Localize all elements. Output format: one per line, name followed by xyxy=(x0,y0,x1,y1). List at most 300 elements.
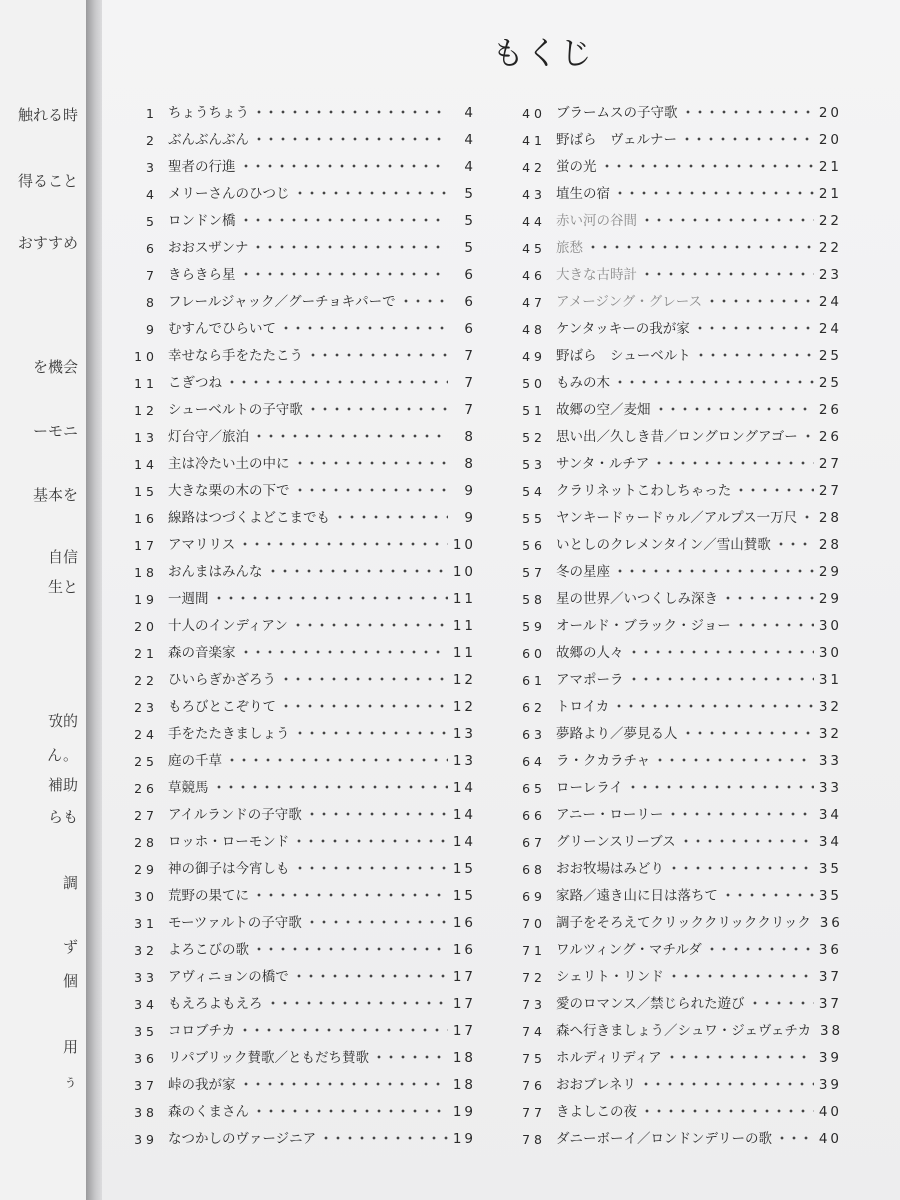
toc-entry xyxy=(130,1039,476,1066)
dot-leader xyxy=(641,268,814,280)
entry-number: 16 xyxy=(134,511,158,526)
entry-page-number: 30 xyxy=(818,645,842,661)
entry-title: 主は冷たい土の中に xyxy=(168,456,290,472)
dot-leader xyxy=(587,241,814,253)
toc-entry xyxy=(130,283,476,310)
toc-entry xyxy=(130,337,476,364)
dot-leader xyxy=(294,457,449,469)
entry-number: 61 xyxy=(522,673,546,688)
entry-page-number: 18 xyxy=(452,1050,476,1066)
entry-title: モーツァルトの子守歌 xyxy=(168,915,302,931)
toc-entry xyxy=(512,796,842,823)
dot-leader xyxy=(240,268,449,280)
toc-entry xyxy=(130,472,476,499)
entry-page-number: 35 xyxy=(818,888,842,904)
entry-title: 十人のインディアン xyxy=(168,618,288,634)
toc-entry xyxy=(130,877,476,904)
previous-page-edge xyxy=(0,0,87,1200)
entry-page-number: 17 xyxy=(452,996,476,1012)
dot-leader xyxy=(253,889,448,901)
entry-title: ヤンキードゥードゥル／アルプス一万尺 xyxy=(556,510,798,526)
entry-title: 手をたたきましょう xyxy=(168,726,290,742)
entry-page-number: 33 xyxy=(818,780,842,796)
entry-title: 大きな栗の木の下で xyxy=(168,483,290,499)
toc-entry xyxy=(130,769,476,796)
dot-leader xyxy=(239,1024,448,1036)
page-text-fragment: 調 xyxy=(62,874,78,892)
entry-page-number: 33 xyxy=(818,753,842,769)
toc-entry xyxy=(512,202,842,229)
entry-number: 48 xyxy=(522,322,546,337)
entry-title: おおブレネリ xyxy=(556,1077,637,1093)
toc-entry xyxy=(512,958,842,985)
entry-title: メリーさんのひつじ xyxy=(168,186,290,202)
entry-page-number: 18 xyxy=(452,1077,476,1093)
entry-title: ひいらぎかざろう xyxy=(168,672,276,688)
dot-leader xyxy=(253,133,448,145)
dot-leader xyxy=(668,862,814,874)
page-text-fragment: 用 xyxy=(62,1038,78,1056)
entry-title: リパブリック賛歌／ともだち賛歌 xyxy=(168,1050,370,1066)
entry-number: 27 xyxy=(134,808,158,823)
entry-page-number: 30 xyxy=(818,618,842,634)
entry-page-number: 4 xyxy=(464,159,476,175)
entry-page-number: 8 xyxy=(464,456,476,472)
dot-leader xyxy=(294,187,449,199)
toc-entry xyxy=(130,121,476,148)
entry-title: 埴生の宿 xyxy=(556,186,610,202)
entry-page-number: 29 xyxy=(818,564,842,580)
page-text-fragment: 自信 xyxy=(47,548,78,566)
entry-title: ロンドン橋 xyxy=(168,213,236,229)
dot-leader xyxy=(213,592,449,604)
dot-leader xyxy=(667,808,814,820)
entry-page-number: 14 xyxy=(452,807,476,823)
entry-title: むすんでひらいて xyxy=(168,321,276,337)
entry-number: 38 xyxy=(134,1105,158,1120)
page-text-fragment: 個 xyxy=(62,972,78,990)
toc-entry xyxy=(130,1120,476,1147)
dot-leader xyxy=(240,1078,449,1090)
toc-entry xyxy=(512,94,842,121)
dot-leader xyxy=(400,295,448,307)
entry-page-number: 9 xyxy=(464,510,476,526)
entry-number: 65 xyxy=(522,781,546,796)
entry-title: ぶんぶんぶん xyxy=(168,132,249,148)
toc-column-right xyxy=(512,94,842,1147)
page-text-fragment: ーモニ xyxy=(32,422,78,440)
entry-number: 73 xyxy=(522,997,546,1012)
toc-entry xyxy=(130,310,476,337)
entry-number: 78 xyxy=(522,1132,546,1147)
toc-entry xyxy=(512,688,842,715)
entry-title: ワルツィング・マチルダ xyxy=(556,942,702,958)
entry-page-number: 14 xyxy=(452,834,476,850)
dot-leader xyxy=(253,430,448,442)
dot-leader xyxy=(240,646,449,658)
entry-title: ローレライ xyxy=(556,780,623,796)
dot-leader xyxy=(307,403,448,415)
entry-title: コロブチカ xyxy=(168,1023,236,1039)
toc-entry xyxy=(130,580,476,607)
entry-number: 51 xyxy=(522,403,546,418)
dot-leader xyxy=(306,916,448,928)
page-text-fragment: 生と xyxy=(47,578,78,596)
entry-number: 8 xyxy=(146,295,158,310)
entry-title: クラリネットこわしちゃった xyxy=(556,483,732,499)
entry-number: 22 xyxy=(134,673,158,688)
entry-page-number: 19 xyxy=(452,1131,476,1147)
dot-leader xyxy=(735,484,814,496)
entry-page-number: 5 xyxy=(464,213,476,229)
toc-entry xyxy=(130,229,476,256)
toc-entry xyxy=(512,1093,842,1120)
book-gutter xyxy=(86,0,102,1200)
entry-number: 53 xyxy=(522,457,546,472)
page-text-fragment: 補助 xyxy=(47,776,78,794)
entry-number: 63 xyxy=(522,727,546,742)
entry-page-number: 12 xyxy=(452,672,476,688)
entry-number: 21 xyxy=(134,646,158,661)
entry-title: おお牧場はみどり xyxy=(556,861,664,877)
page-title: もくじ xyxy=(491,34,594,72)
entry-title: 大きな古時計 xyxy=(556,267,637,283)
entry-title: アメージング・グレース xyxy=(556,294,703,310)
dot-leader xyxy=(240,160,449,172)
entry-page-number: 17 xyxy=(452,969,476,985)
entry-title: もろびとこぞりて xyxy=(168,699,276,715)
entry-page-number: 17 xyxy=(452,1023,476,1039)
entry-page-number: 8 xyxy=(464,429,476,445)
entry-number: 14 xyxy=(134,457,158,472)
entry-number: 37 xyxy=(134,1078,158,1093)
toc-entry xyxy=(512,850,842,877)
page-text-fragment: 触れる時 xyxy=(17,106,78,124)
toc-entry xyxy=(512,931,842,958)
toc-entry xyxy=(512,553,842,580)
entry-title: 聖者の行進 xyxy=(168,159,236,175)
dot-leader xyxy=(614,187,814,199)
entry-page-number: 15 xyxy=(452,861,476,877)
dot-leader xyxy=(293,835,448,847)
toc-entry xyxy=(130,391,476,418)
entry-title: 赤い河の谷間 xyxy=(556,213,637,229)
dot-leader xyxy=(682,727,815,739)
entry-page-number: 12 xyxy=(452,699,476,715)
dot-leader xyxy=(334,511,448,523)
entry-title: 一週間 xyxy=(168,591,209,607)
toc-entry xyxy=(130,823,476,850)
toc-entry xyxy=(512,418,842,445)
entry-number: 33 xyxy=(134,970,158,985)
dot-leader xyxy=(749,997,814,1009)
toc-entry xyxy=(512,904,842,931)
entry-title: アマリリス xyxy=(168,537,236,553)
dot-leader xyxy=(280,673,448,685)
entry-number: 60 xyxy=(522,646,546,661)
toc-entry xyxy=(130,985,476,1012)
entry-number: 47 xyxy=(522,295,546,310)
entry-title: アニー・ローリー xyxy=(556,807,664,823)
entry-number: 62 xyxy=(522,700,546,715)
toc-entry xyxy=(512,634,842,661)
toc-entry xyxy=(512,364,842,391)
toc-entry xyxy=(130,1093,476,1120)
entry-page-number: 35 xyxy=(818,861,842,877)
dot-leader xyxy=(776,1132,814,1144)
dot-leader xyxy=(267,565,449,577)
entry-number: 58 xyxy=(522,592,546,607)
entry-title: いとしのクレメンタイン／雪山賛歌 xyxy=(556,537,771,553)
entry-page-number: 27 xyxy=(818,483,842,499)
dot-leader xyxy=(293,970,448,982)
entry-number: 1 xyxy=(146,106,158,121)
toc-entry xyxy=(512,310,842,337)
entry-title: オールド・ブラック・ジョー xyxy=(556,618,731,634)
dot-leader xyxy=(267,997,449,1009)
entry-page-number: 22 xyxy=(818,213,842,229)
dot-leader xyxy=(680,835,814,847)
dot-leader xyxy=(735,619,814,631)
entry-page-number: 13 xyxy=(452,726,476,742)
entry-number: 20 xyxy=(134,619,158,634)
dot-leader xyxy=(294,862,449,874)
dot-leader xyxy=(641,1105,814,1117)
toc-entry xyxy=(130,796,476,823)
entry-number: 43 xyxy=(522,187,546,202)
toc-entry xyxy=(512,445,842,472)
dot-leader xyxy=(613,700,814,712)
entry-title: 森へ行きましょう／シュワ・ジェヴェチカ xyxy=(556,1023,812,1039)
entry-number: 64 xyxy=(522,754,546,769)
entry-title: ケンタッキーの我が家 xyxy=(556,321,690,337)
dot-leader xyxy=(655,403,815,415)
dot-leader xyxy=(801,511,814,523)
entry-page-number: 38 xyxy=(819,1023,844,1039)
toc-entry xyxy=(512,256,842,283)
toc-entry xyxy=(512,1120,842,1147)
toc-entry xyxy=(130,364,476,391)
entry-title: 星の世界／いつくしみ深き xyxy=(556,591,718,607)
dot-leader xyxy=(722,592,814,604)
toc-entry xyxy=(130,661,476,688)
entry-page-number: 5 xyxy=(464,186,476,202)
entry-number: 70 xyxy=(522,916,546,931)
entry-page-number: 19 xyxy=(452,1104,476,1120)
entry-number: 4 xyxy=(146,187,158,202)
entry-title: アマポーラ xyxy=(556,672,624,688)
dot-leader xyxy=(668,970,814,982)
entry-page-number: 34 xyxy=(818,807,842,823)
dot-leader xyxy=(694,322,814,334)
entry-page-number: 24 xyxy=(818,321,842,337)
entry-title: 森のくまさん xyxy=(168,1104,249,1120)
entry-number: 7 xyxy=(146,268,158,283)
entry-number: 69 xyxy=(522,889,546,904)
entry-number: 2 xyxy=(146,133,158,148)
toc-entry xyxy=(512,769,842,796)
entry-page-number: 15 xyxy=(452,888,476,904)
dot-leader xyxy=(226,376,448,388)
toc-page xyxy=(102,0,900,1200)
toc-entry xyxy=(512,229,842,256)
toc-entry xyxy=(130,94,476,121)
entry-number: 71 xyxy=(522,943,546,958)
dot-leader xyxy=(681,133,814,145)
toc-entry xyxy=(512,877,842,904)
entry-title: こぎつね xyxy=(168,375,222,391)
toc-entry xyxy=(512,742,842,769)
entry-number: 23 xyxy=(134,700,158,715)
dot-leader xyxy=(628,673,815,685)
entry-page-number: 40 xyxy=(818,1104,842,1120)
entry-page-number: 36 xyxy=(818,942,842,958)
entry-page-number: 7 xyxy=(464,375,476,391)
dot-leader xyxy=(627,781,814,793)
entry-number: 25 xyxy=(134,754,158,769)
entry-page-number: 20 xyxy=(818,132,842,148)
entry-number: 44 xyxy=(522,214,546,229)
entry-number: 68 xyxy=(522,862,546,877)
toc-entry xyxy=(512,283,842,310)
entry-number: 56 xyxy=(522,538,546,553)
entry-page-number: 23 xyxy=(818,267,842,283)
entry-number: 76 xyxy=(522,1078,546,1093)
entry-number: 9 xyxy=(146,322,158,337)
dot-leader xyxy=(252,241,448,253)
entry-title: 故郷の人々 xyxy=(556,645,624,661)
entry-title: シェリト・リンド xyxy=(556,969,664,985)
toc-entry xyxy=(130,850,476,877)
entry-number: 39 xyxy=(134,1132,158,1147)
toc-entry xyxy=(130,688,476,715)
entry-page-number: 25 xyxy=(818,375,842,391)
dot-leader xyxy=(253,106,448,118)
toc-entry xyxy=(130,499,476,526)
entry-title: 峠の我が家 xyxy=(168,1077,236,1093)
dot-leader xyxy=(280,700,448,712)
entry-title: よろこびの歌 xyxy=(168,942,249,958)
toc-entry xyxy=(512,607,842,634)
entry-number: 26 xyxy=(134,781,158,796)
entry-title: 調子をそろえてクリッククリッククリック xyxy=(556,915,811,931)
entry-title: フレールジャック／グーチョキパーで xyxy=(168,294,396,310)
dot-leader xyxy=(614,376,814,388)
entry-title: ホルディリディア xyxy=(556,1050,662,1066)
entry-page-number: 32 xyxy=(818,699,842,715)
page-text-fragment: 基本を xyxy=(32,486,78,504)
toc-entry xyxy=(130,175,476,202)
dot-leader xyxy=(307,349,448,361)
entry-page-number: 9 xyxy=(464,483,476,499)
entry-title: 森の音楽家 xyxy=(168,645,236,661)
toc-entry xyxy=(512,1012,842,1039)
entry-title: 旅愁 xyxy=(556,240,583,256)
entry-title: アヴィニョンの橋で xyxy=(168,969,289,985)
entry-number: 32 xyxy=(134,943,158,958)
entry-page-number: 7 xyxy=(464,402,476,418)
entry-title: 蛍の光 xyxy=(556,159,597,175)
entry-number: 11 xyxy=(134,376,158,391)
toc-entry xyxy=(130,526,476,553)
entry-page-number: 11 xyxy=(452,645,476,661)
dot-leader xyxy=(653,457,814,469)
entry-number: 31 xyxy=(134,916,158,931)
entry-number: 40 xyxy=(522,106,546,121)
toc-entry xyxy=(512,526,842,553)
entry-number: 18 xyxy=(134,565,158,580)
dot-leader xyxy=(654,754,814,766)
entry-number: 49 xyxy=(522,349,546,364)
entry-number: 30 xyxy=(134,889,158,904)
entry-number: 5 xyxy=(146,214,158,229)
entry-title: ブラームスの子守歌 xyxy=(556,105,678,121)
entry-title: ラ・クカラチャ xyxy=(556,753,651,769)
entry-number: 12 xyxy=(134,403,158,418)
entry-title: グリーンスリーブス xyxy=(556,834,676,850)
dot-leader xyxy=(614,565,814,577)
entry-page-number: 24 xyxy=(818,294,842,310)
entry-number: 57 xyxy=(522,565,546,580)
dot-leader xyxy=(722,889,814,901)
entry-number: 35 xyxy=(134,1024,158,1039)
entry-number: 52 xyxy=(522,430,546,445)
entry-number: 34 xyxy=(134,997,158,1012)
entry-page-number: 7 xyxy=(464,348,476,364)
entry-number: 59 xyxy=(522,619,546,634)
entry-number: 24 xyxy=(134,727,158,742)
entry-page-number: 21 xyxy=(818,186,842,202)
entry-number: 41 xyxy=(522,133,546,148)
entry-title: 愛のロマンス／禁じられた遊び xyxy=(556,996,745,1012)
toc-entry xyxy=(130,607,476,634)
entry-title: 家路／遠き山に日は落ちて xyxy=(556,888,718,904)
dot-leader xyxy=(802,430,814,442)
dot-leader xyxy=(292,619,448,631)
toc-entry xyxy=(512,1066,842,1093)
entry-page-number: 4 xyxy=(464,105,476,121)
entry-number: 74 xyxy=(522,1024,546,1039)
entry-title: ロッホ・ローモンド xyxy=(168,834,290,850)
toc-entry xyxy=(512,175,842,202)
dot-leader xyxy=(280,322,448,334)
entry-title: 灯台守／旅泊 xyxy=(168,429,249,445)
entry-number: 67 xyxy=(522,835,546,850)
entry-number: 77 xyxy=(522,1105,546,1120)
toc-entry xyxy=(512,121,842,148)
entry-page-number: 40 xyxy=(818,1131,842,1147)
entry-title: サンタ・ルチア xyxy=(556,456,650,472)
entry-page-number: 20 xyxy=(818,105,842,121)
entry-page-number: 28 xyxy=(818,537,842,553)
entry-page-number: 27 xyxy=(818,456,842,472)
dot-leader xyxy=(641,214,814,226)
entry-number: 28 xyxy=(134,835,158,850)
dot-leader xyxy=(666,1051,814,1063)
entry-page-number: 26 xyxy=(818,402,842,418)
entry-page-number: 37 xyxy=(818,996,842,1012)
entry-title: 庭の千草 xyxy=(168,753,222,769)
entry-title: 思い出／久しき昔／ロングロングアゴー xyxy=(556,429,798,445)
toc-entry xyxy=(130,931,476,958)
toc-entry xyxy=(512,715,842,742)
page-text-fragment: 攷的 xyxy=(47,712,78,730)
toc-entry xyxy=(130,148,476,175)
toc-entry xyxy=(512,472,842,499)
dot-leader xyxy=(373,1051,448,1063)
entry-title: トロイカ xyxy=(556,699,610,715)
entry-number: 29 xyxy=(134,862,158,877)
